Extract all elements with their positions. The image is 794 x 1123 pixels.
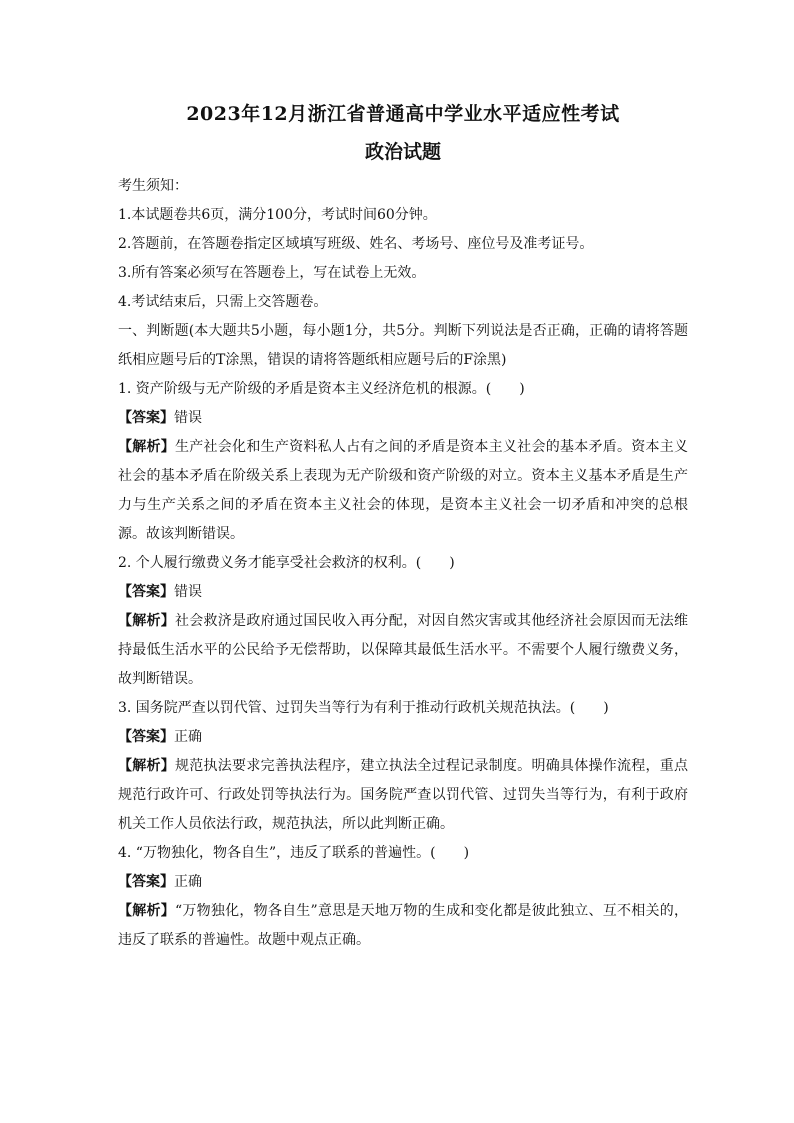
answer-label: 【答案】	[118, 410, 174, 426]
question-stem: 1. 资产阶级与无产阶级的矛盾是资本主义经济危机的根源。( )	[118, 381, 525, 397]
answer-line	[118, 723, 688, 752]
page-title: 2023年12月浙江省普通高中学业水平适应性考试	[186, 103, 620, 125]
notice-item: 1.本试题卷共6页，满分100分，考试时间60分钟。	[118, 207, 437, 223]
notice-item: 3.所有答案必须写在答题卷上，写在试卷上无效。	[118, 265, 426, 281]
answer-line	[118, 404, 688, 433]
question-stem: 4. “万物独化，物各自生”，违反了联系的普遍性。( )	[118, 845, 470, 861]
analysis-text: 生产社会化和生产资料私人占有之间的矛盾是资本主义社会的基本矛盾。资本主义社会的基本矛盾在阶级关系上表现为无产阶级和资产阶级的对立。资本主义基本矛盾是生产力与生产关系之间的矛盾在资本主义社会的体现，是资本主义社会一切矛盾和冲突的总根源。故该判断错误。	[118, 439, 689, 542]
notice-item: 2.答题前，在答题卷指定区域填写班级、姓名、考场号、座位号及准考证号。	[118, 236, 594, 252]
notice-heading: 考生须知：	[118, 178, 188, 194]
answer-value: 错误	[174, 410, 202, 426]
analysis-text: “万物独化，物各自生”意思是天地万物的生成和变化都是彼此独立、互不相关的，违反了联系的普遍性。故题中观点正确。	[118, 903, 688, 948]
answer-value: 正确	[174, 874, 202, 890]
analysis-paragraph	[118, 752, 688, 839]
analysis-paragraph	[118, 433, 688, 549]
analysis-text: 规范执法要求完善执法程序，建立执法全过程记录制度。明确具体操作流程，重点规范行政许可、行政处罚等执法行为。国务院严查以罚代管、过罚失当等行为，有利于政府机关工作人员依法行政，规范执法，所以此判断正确。	[118, 758, 689, 832]
answer-line	[118, 578, 688, 607]
answer-label: 【答案】	[118, 729, 174, 745]
answer-label: 【答案】	[118, 584, 174, 600]
answer-line	[118, 868, 688, 897]
section-heading: 一、判断题(本大题共5小题，每小题1分，共5分。判断下列说法是否正确，正确的请将答题纸相应题号后的T涂黑，错误的请将答题纸相应题号后的F涂黑)	[118, 323, 688, 368]
analysis-paragraph	[118, 607, 688, 694]
analysis-label: 【解析】	[118, 758, 176, 774]
analysis-label: 【解析】	[118, 613, 176, 629]
page-subtitle: 政治试题	[364, 141, 441, 163]
analysis-paragraph	[118, 897, 688, 955]
analysis-label: 【解析】	[118, 439, 176, 455]
document-content	[118, 100, 688, 955]
analysis-text: 社会救济是政府通过国民收入再分配，对因自然灾害或其他经济社会原因而无法维持最低生活水平的公民给予无偿帮助，以保障其最低生活水平。不需要个人履行缴费义务，故判断错误。	[118, 613, 689, 687]
answer-value: 错误	[174, 584, 202, 600]
answer-value: 正确	[174, 729, 202, 745]
notice-item: 4.考试结束后，只需上交答题卷。	[118, 294, 328, 310]
question-stem: 3. 国务院严查以罚代管、过罚失当等行为有利于推动行政机关规范执法。( )	[118, 700, 609, 716]
question-stem: 2. 个人履行缴费义务才能享受社会救济的权利。( )	[118, 555, 455, 571]
answer-label: 【答案】	[118, 874, 174, 890]
analysis-label: 【解析】	[118, 903, 175, 919]
